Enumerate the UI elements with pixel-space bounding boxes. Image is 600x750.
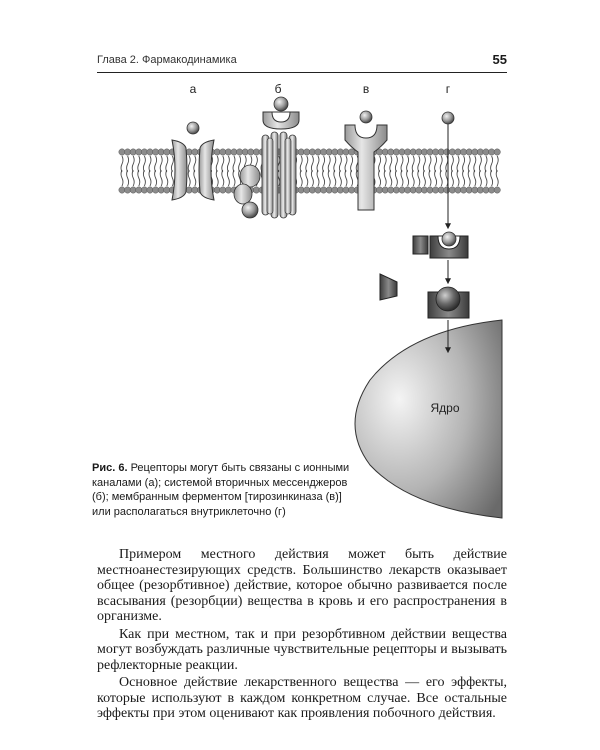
panel-label-g: г xyxy=(445,82,451,96)
paragraph: Как при местном, так и при резорбтивном действии вещества могут возбуждать различные чувствительные рецепторы и вызывать рефлекторные реакции. xyxy=(97,626,507,673)
ligand-ball xyxy=(442,232,456,246)
ligand-ball xyxy=(442,112,454,124)
nucleus-body xyxy=(355,320,502,518)
figure-caption xyxy=(92,461,362,519)
paragraph: Примером местного действия может быть действие местноанестезирующих средств. Большинство лекарств оказывает общее (резорбтивное) действие, которое обычно развивается после всасывания (резорбции) вещества в кровь и его распространения в организме. xyxy=(97,547,507,624)
transmembrane-helix xyxy=(267,138,273,214)
gpcr-second-messenger-receptor xyxy=(234,97,299,218)
panel-label-v: в xyxy=(362,82,370,96)
g-protein-subunit xyxy=(234,184,252,204)
paragraph: Основное действие лекарственного вещества — его эффекты, которые используют в каждом конкретном случае. Все остальные эффекты при этом оценивают как проявления побочного действия. xyxy=(97,675,507,721)
dissociated-subunit xyxy=(380,274,397,300)
ion-channel-right-subunit xyxy=(199,140,214,200)
enzyme-receptor-body xyxy=(345,125,387,210)
nucleus xyxy=(355,320,502,518)
panel-label-a: а xyxy=(189,82,197,96)
cytoplasmic-receptor-small-block xyxy=(413,236,428,254)
transmembrane-helix xyxy=(285,138,291,214)
g-protein-subunit xyxy=(242,202,258,218)
body-text xyxy=(97,547,507,724)
figure-caption-label: Рис. 6. xyxy=(92,462,128,474)
ligand-ball xyxy=(360,111,372,123)
panel-label-b: б xyxy=(274,82,282,96)
chapter-title: Глава 2. Фармакодинамика xyxy=(97,54,237,66)
ligand-ball xyxy=(187,122,199,134)
page-number: 55 xyxy=(492,52,507,67)
receptor-binding-cup xyxy=(263,112,299,129)
ligand-ball xyxy=(274,97,288,111)
figure-caption-text: Рецепторы могут быть связаны с ионными каналами (а); системой вторичных мессенджеров (б); мембранным ферментом [тирозинкиназа (в)] или располагаться внутриклеточно (г) xyxy=(92,462,350,518)
nucleus-label: Ядро xyxy=(430,401,460,415)
intracellular-receptor xyxy=(380,112,469,318)
panel-labels xyxy=(190,82,451,96)
ion-channel-left-subunit xyxy=(172,140,187,200)
ligand-ball xyxy=(436,287,460,311)
